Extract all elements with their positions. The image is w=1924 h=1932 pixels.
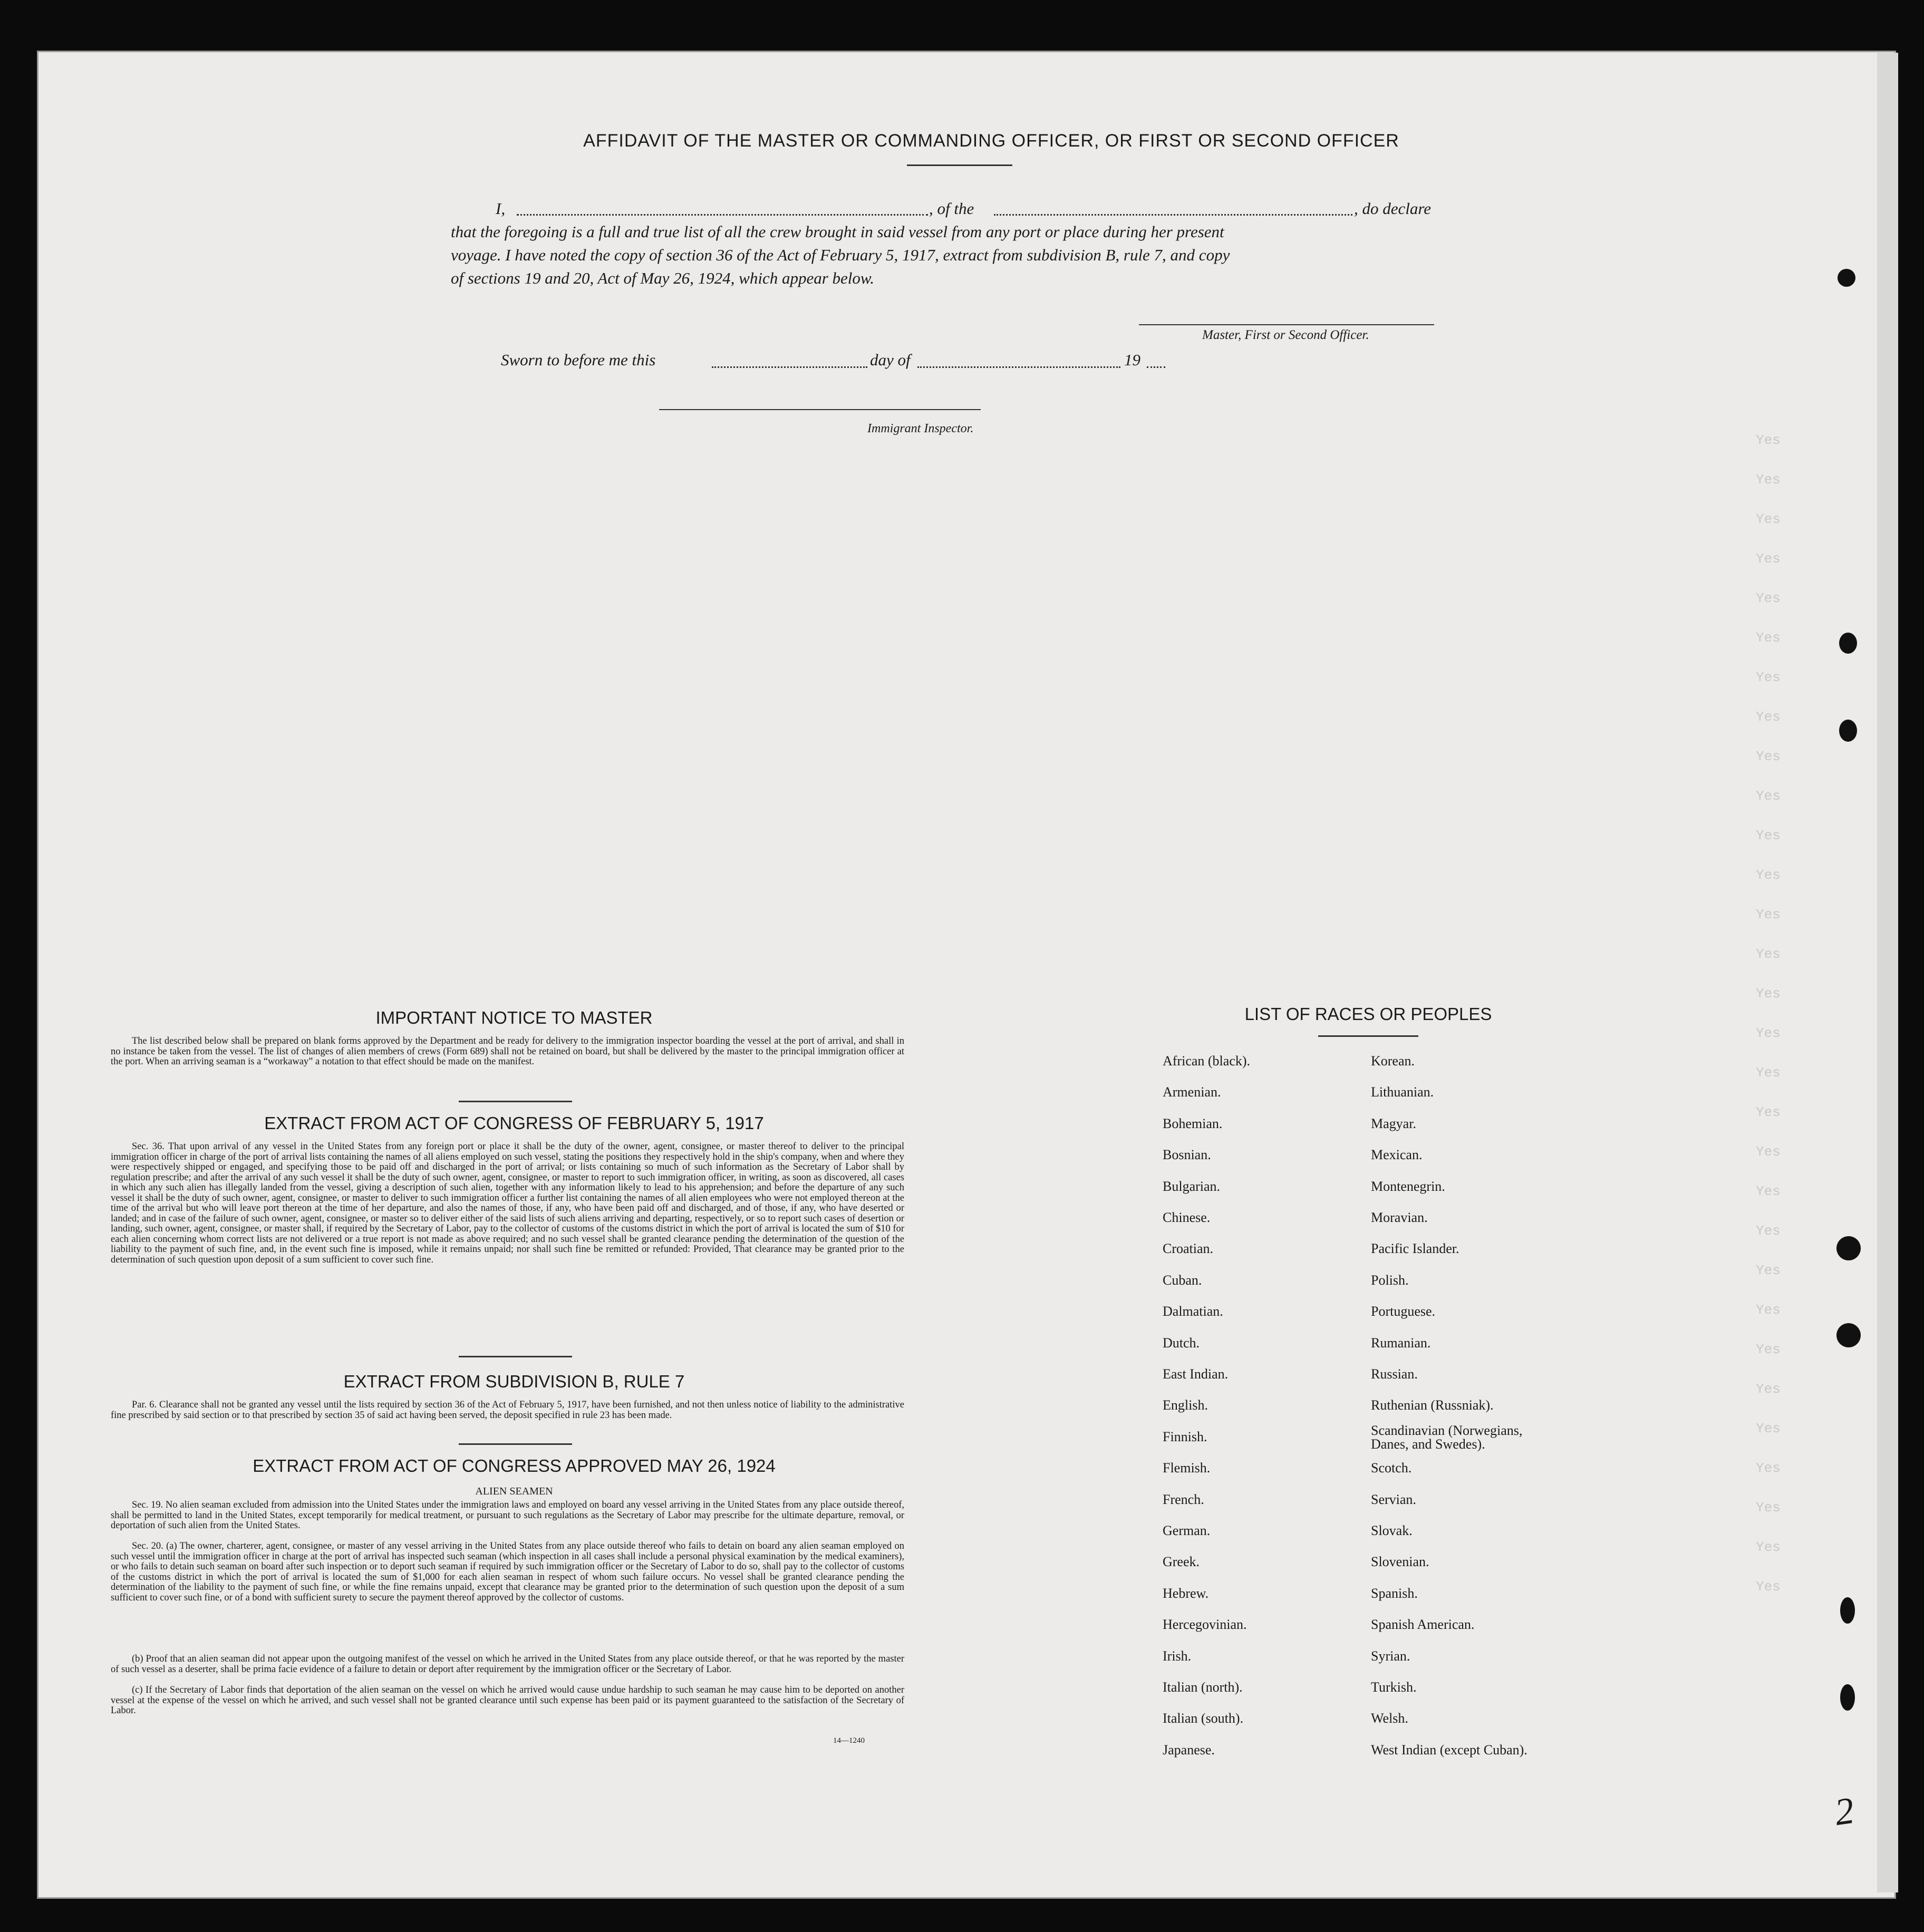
punch-hole	[1836, 1236, 1861, 1260]
race-item: Japanese.	[1163, 1742, 1215, 1758]
race-item: Montenegrin.	[1371, 1178, 1445, 1194]
race-item: African (black).	[1163, 1053, 1251, 1069]
race-item: Lithuanian.	[1371, 1084, 1434, 1100]
bleed-through-row: Yes	[1756, 432, 1781, 448]
race-item: French.	[1163, 1491, 1204, 1507]
race-item: Spanish American.	[1371, 1617, 1475, 1633]
notice-title: IMPORTANT NOTICE TO MASTER	[375, 1008, 653, 1027]
race-item: Spanish.	[1371, 1585, 1418, 1601]
sworn-month-field[interactable]	[917, 366, 1120, 368]
race-item: Bosnian.	[1163, 1147, 1211, 1163]
year-prefix: 19	[1124, 351, 1140, 369]
race-item: Welsh.	[1371, 1711, 1408, 1726]
bleed-through-row: Yes	[1756, 1025, 1781, 1041]
race-item: Bohemian.	[1163, 1115, 1223, 1131]
master-signature-label: Master, First or Second Officer.	[1202, 328, 1369, 342]
race-item: Ruthenian (Russniak).	[1371, 1397, 1494, 1413]
document-page	[37, 51, 1896, 1899]
bleed-through-row: Yes	[1756, 630, 1781, 646]
bleed-through-row: Yes	[1756, 867, 1781, 883]
bleed-through-row: Yes	[1756, 1460, 1781, 1476]
sworn-day-field[interactable]	[712, 366, 867, 368]
punch-hole	[1840, 1684, 1855, 1711]
race-item: Portuguese.	[1371, 1304, 1436, 1319]
race-item: Flemish.	[1163, 1460, 1211, 1476]
punch-hole	[1838, 269, 1855, 287]
bleed-through-row: Yes	[1756, 1302, 1781, 1318]
bleed-through-row: Yes	[1756, 1223, 1781, 1239]
race-item: Magyar.	[1371, 1115, 1416, 1131]
race-item: Slovak.	[1371, 1523, 1413, 1538]
bleed-through-row: Yes	[1756, 788, 1781, 804]
bleed-through-row: Yes	[1756, 551, 1781, 567]
bleed-through-row: Yes	[1756, 1183, 1781, 1199]
punch-hole	[1840, 1597, 1855, 1624]
affidavit-line-3: voyage. I have noted the copy of section 36 of the Act of February 5, 1917, extract from subdivision B, rule 7, and copy	[451, 246, 1230, 264]
affidavit-of-the: , of the	[929, 199, 974, 218]
races-title: LIST OF RACES OR PEOPLES	[1244, 1004, 1492, 1024]
extract-1924-sec19: Sec. 19. No alien seaman excluded from admission into the United States under the immigration laws and employed on board any vessel arriving in the United States from any place outside thereof, shall be permitted to land in the United States, except temporarily for medical treatment, or pursuant to such regulations as the Secretary of Labor may prescribe for the ultimate departure, removal, or deportation of such alien from the United States.	[111, 1500, 904, 1531]
race-item: Hebrew.	[1163, 1585, 1209, 1601]
vessel-field[interactable]	[994, 214, 1352, 216]
inspector-label: Immigrant Inspector.	[867, 422, 974, 435]
race-item: Chinese.	[1163, 1210, 1211, 1225]
bleed-through-row: Yes	[1756, 946, 1781, 962]
race-item: Dutch.	[1163, 1335, 1200, 1351]
race-item: Servian.	[1371, 1491, 1416, 1507]
form-number: 14—1240	[833, 1736, 865, 1745]
race-item: Korean.	[1371, 1053, 1415, 1069]
bleed-through-row: Yes	[1756, 828, 1781, 843]
punch-hole	[1839, 720, 1857, 742]
bleed-through-row: Yes	[1756, 1579, 1781, 1595]
extract-1924-sec20c: (c) If the Secretary of Labor finds that deportation of the alien seaman on the vessel on which he arrived would cause undue hardship to such seaman he may cause him to be deported on another vessel at the expense of the vessel on which he arrived, and such vessel shall not be granted clearance until such expense has been paid or its payment guaranteed to the satisfaction of the Secretary of Labor.	[111, 1685, 904, 1716]
notice-body: The list described below shall be prepared on blank forms approved by the Department and be ready for delivery to the immigration inspector boarding the vessel at the port of arrival, and shall in no instance be taken from the vessel. The list of changes of alien members of crews (Form 689) shall not be retained on board, but shall be delivered by the master to the principal immigration officer at the port. When an arriving seaman is a “workaway” a notation to that effect should be made on the manifest.	[111, 1036, 904, 1067]
bleed-through-row: Yes	[1756, 1104, 1781, 1120]
race-item: East Indian.	[1163, 1366, 1229, 1382]
affidavit-i: I,	[496, 199, 506, 218]
bleed-through-row: Yes	[1756, 1144, 1781, 1160]
race-item: Turkish.	[1371, 1679, 1417, 1695]
race-item: Russian.	[1371, 1366, 1418, 1382]
race-item: Finnish.	[1163, 1429, 1207, 1444]
race-item: Pacific Islander.	[1371, 1241, 1459, 1257]
bleed-through-row: Yes	[1756, 1342, 1781, 1357]
race-item: Croatian.	[1163, 1241, 1214, 1257]
section-rule	[459, 1356, 572, 1357]
extract-1924-sec20b: (b) Proof that an alien seaman did not appear upon the outgoing manifest of the vessel on which he arrived in the United States from any place outside thereof, or that he was reported by the master of such vessel as a deserter, shall be prima facie evidence of a failure to detain or deport after requirement by the immigration officer or the Secretary of Labor.	[111, 1654, 904, 1675]
bleed-through-row: Yes	[1756, 709, 1781, 725]
race-item: English.	[1163, 1397, 1208, 1413]
bleed-through-row: Yes	[1756, 907, 1781, 923]
affidavit-line-4: of sections 19 and 20, Act of May 26, 1924, which appear below.	[451, 269, 875, 287]
affidavit-do-declare: , do declare	[1354, 199, 1432, 218]
extract-1924-subtitle: ALIEN SEAMEN	[475, 1486, 553, 1497]
race-item: Bulgarian.	[1163, 1178, 1221, 1194]
sworn-year-field[interactable]	[1147, 366, 1165, 368]
race-item: Slovenian.	[1371, 1554, 1429, 1570]
handwritten-page-number: 2	[1832, 1789, 1857, 1834]
race-item: Italian (south).	[1163, 1711, 1244, 1726]
bleed-through-row: Yes	[1756, 986, 1781, 1002]
race-item: West Indian (except Cuban).	[1371, 1742, 1527, 1758]
punch-hole	[1836, 1323, 1861, 1347]
bleed-through-row: Yes	[1756, 669, 1781, 685]
bleed-through-row: Yes	[1756, 1421, 1781, 1436]
section-rule	[459, 1443, 572, 1445]
extract-rule7-title: EXTRACT FROM SUBDIVISION B, RULE 7	[343, 1372, 685, 1391]
section-rule	[459, 1101, 572, 1102]
race-item: Cuban.	[1163, 1272, 1202, 1288]
race-item: Scandinavian (Norwegians, Danes, and Swedes).	[1371, 1422, 1523, 1452]
extract-rule7-body: Par. 6. Clearance shall not be granted any vessel until the lists required by section 36 of the Act of February 5, 1917, have been furnished, and not then unless notice of liability to the administrative fine prescribed by said section or to that prescribed by section 35 of said act having been served, the deposit specified in rule 23 has been made.	[111, 1400, 904, 1421]
sworn-line	[501, 351, 1239, 372]
bleed-through-row: Yes	[1756, 749, 1781, 764]
bleed-through-row: Yes	[1756, 1263, 1781, 1278]
bleed-through-row: Yes	[1756, 511, 1781, 527]
race-item: Mexican.	[1371, 1147, 1423, 1163]
page-edge	[1877, 53, 1898, 1892]
master-signature-line[interactable]	[1139, 324, 1434, 325]
race-item: Dalmatian.	[1163, 1304, 1223, 1319]
bleed-through-row: Yes	[1756, 1065, 1781, 1081]
day-of-label: day of	[870, 351, 911, 369]
race-item: Syrian.	[1371, 1648, 1410, 1664]
bleed-through-row: Yes	[1756, 1500, 1781, 1516]
race-item: Irish.	[1163, 1648, 1192, 1664]
affidavit-title: AFFIDAVIT OF THE MASTER OR COMMANDING OFFICER, OR FIRST OR SECOND OFFICER	[583, 131, 1399, 151]
bleed-through-row: Yes	[1756, 1381, 1781, 1397]
affidavit-line-2: that the foregoing is a full and true list of all the crew brought in said vessel from any port or place during her present	[451, 222, 1224, 241]
inspector-signature-line[interactable]	[659, 409, 981, 410]
name-field[interactable]	[517, 214, 928, 216]
extract-1917-body: Sec. 36. That upon arrival of any vessel in the United States from any foreign port or place it shall be the duty of the owner, agent, consignee, or master thereof to deliver to the principal immigration officer in charge of the port of arrival lists containing the names of all aliens employed on such vessel, stating the positions they respectively hold in the ship's company, when and where they were respectively shipped or engaged, and specifying those to be paid off and discharged in the port of arrival; or lists containing so much of such information as the Secretary of Labor shall by regulation prescribe; and after the arrival of any such vessel it shall be the duty of such owner, agent, consignee, or master to report to such immigration officer, in writing, as soon as discovered, all cases in which any such alien has illegally landed from the vessel, giving a description of such alien, together with any information likely to lead to his apprehension; and before the departure of any such vessel it shall be the duty of such owner, agent, consignee, or master to deliver to such immigration officer a further list containing the names of all alien employees who were not employed thereon at the time of the arrival but who will leave port thereon at the time of her departure, and also the names of those, if any, who have been paid off and discharged, and of those, if any, who have deserted or landed; and in case of the failure of such owner, agent, consignee, or master so to deliver either of the said lists of such aliens arriving and departing, respectively, or so to report such cases of desertion or landing, such owner, agent, consignee, or master shall, if required by the Secretary of Labor, pay to the collector of customs of the customs district in which the port of arrival is located the sum of $10 for each alien concerning whom correct lists are not delivered or a true report is not made as above required; and no such vessel shall be granted clearance pending the determination of the question of the liability to the payment of such fine, and, in the event such fine is imposed, while it remains unpaid; nor shall such fine be remitted or refunded: Provided, That clearance may be granted prior to the determination of such question upon deposit of a sum sufficient to cover such fine.	[111, 1141, 904, 1265]
race-item: Scotch.	[1371, 1460, 1412, 1476]
extract-1924-sec20a: Sec. 20. (a) The owner, charterer, agent, consignee, or master of any vessel arriving in the United States from any place outside thereof who fails to detain on board any alien seaman employed on such vessel until the immigration officer in charge at the port of arrival has inspected such seaman (which inspection in all cases shall include a personal physical examination by the medical examiners), or who fails to detain such seaman on board after such inspection or to deport such seaman if required by such immigration officer or the Secretary of Labor to do so, shall pay to the collector of customs of the customs district in which the port of arrival is located the sum of $1,000 for each alien seaman in respect of whom such failure occurs. No vessel shall be granted clearance pending the determination of the liability to the payment of such fine, or while the fine remains unpaid, except that clearance may be granted prior to the determination of such question upon the deposit of a sum sufficient to cover such fine, or of a bond with sufficient surety to secure the payment thereof approved by the collector of customs.	[111, 1541, 904, 1603]
races-title-rule	[1318, 1035, 1418, 1037]
bleed-through-row: Yes	[1756, 472, 1781, 488]
extract-1924-title: EXTRACT FROM ACT OF CONGRESS APPROVED MAY 26, 1924	[253, 1456, 776, 1475]
race-item: Moravian.	[1371, 1210, 1428, 1225]
race-item: Hercegovinian.	[1163, 1617, 1247, 1633]
punch-hole	[1839, 633, 1857, 654]
race-item: Greek.	[1163, 1554, 1200, 1570]
affidavit-line-1	[496, 199, 1476, 220]
extract-1917-title: EXTRACT FROM ACT OF CONGRESS OF FEBRUARY 5, 1917	[264, 1113, 764, 1133]
bleed-through-row: Yes	[1756, 1539, 1781, 1555]
race-item: Rumanian.	[1371, 1335, 1431, 1351]
bleed-through-row: Yes	[1756, 590, 1781, 606]
race-item: German.	[1163, 1523, 1211, 1538]
title-rule	[907, 164, 1012, 166]
race-item: Armenian.	[1163, 1084, 1221, 1100]
race-item: Polish.	[1371, 1272, 1409, 1288]
race-item: Italian (north).	[1163, 1679, 1243, 1695]
sworn-label: Sworn to before me this	[501, 351, 656, 369]
